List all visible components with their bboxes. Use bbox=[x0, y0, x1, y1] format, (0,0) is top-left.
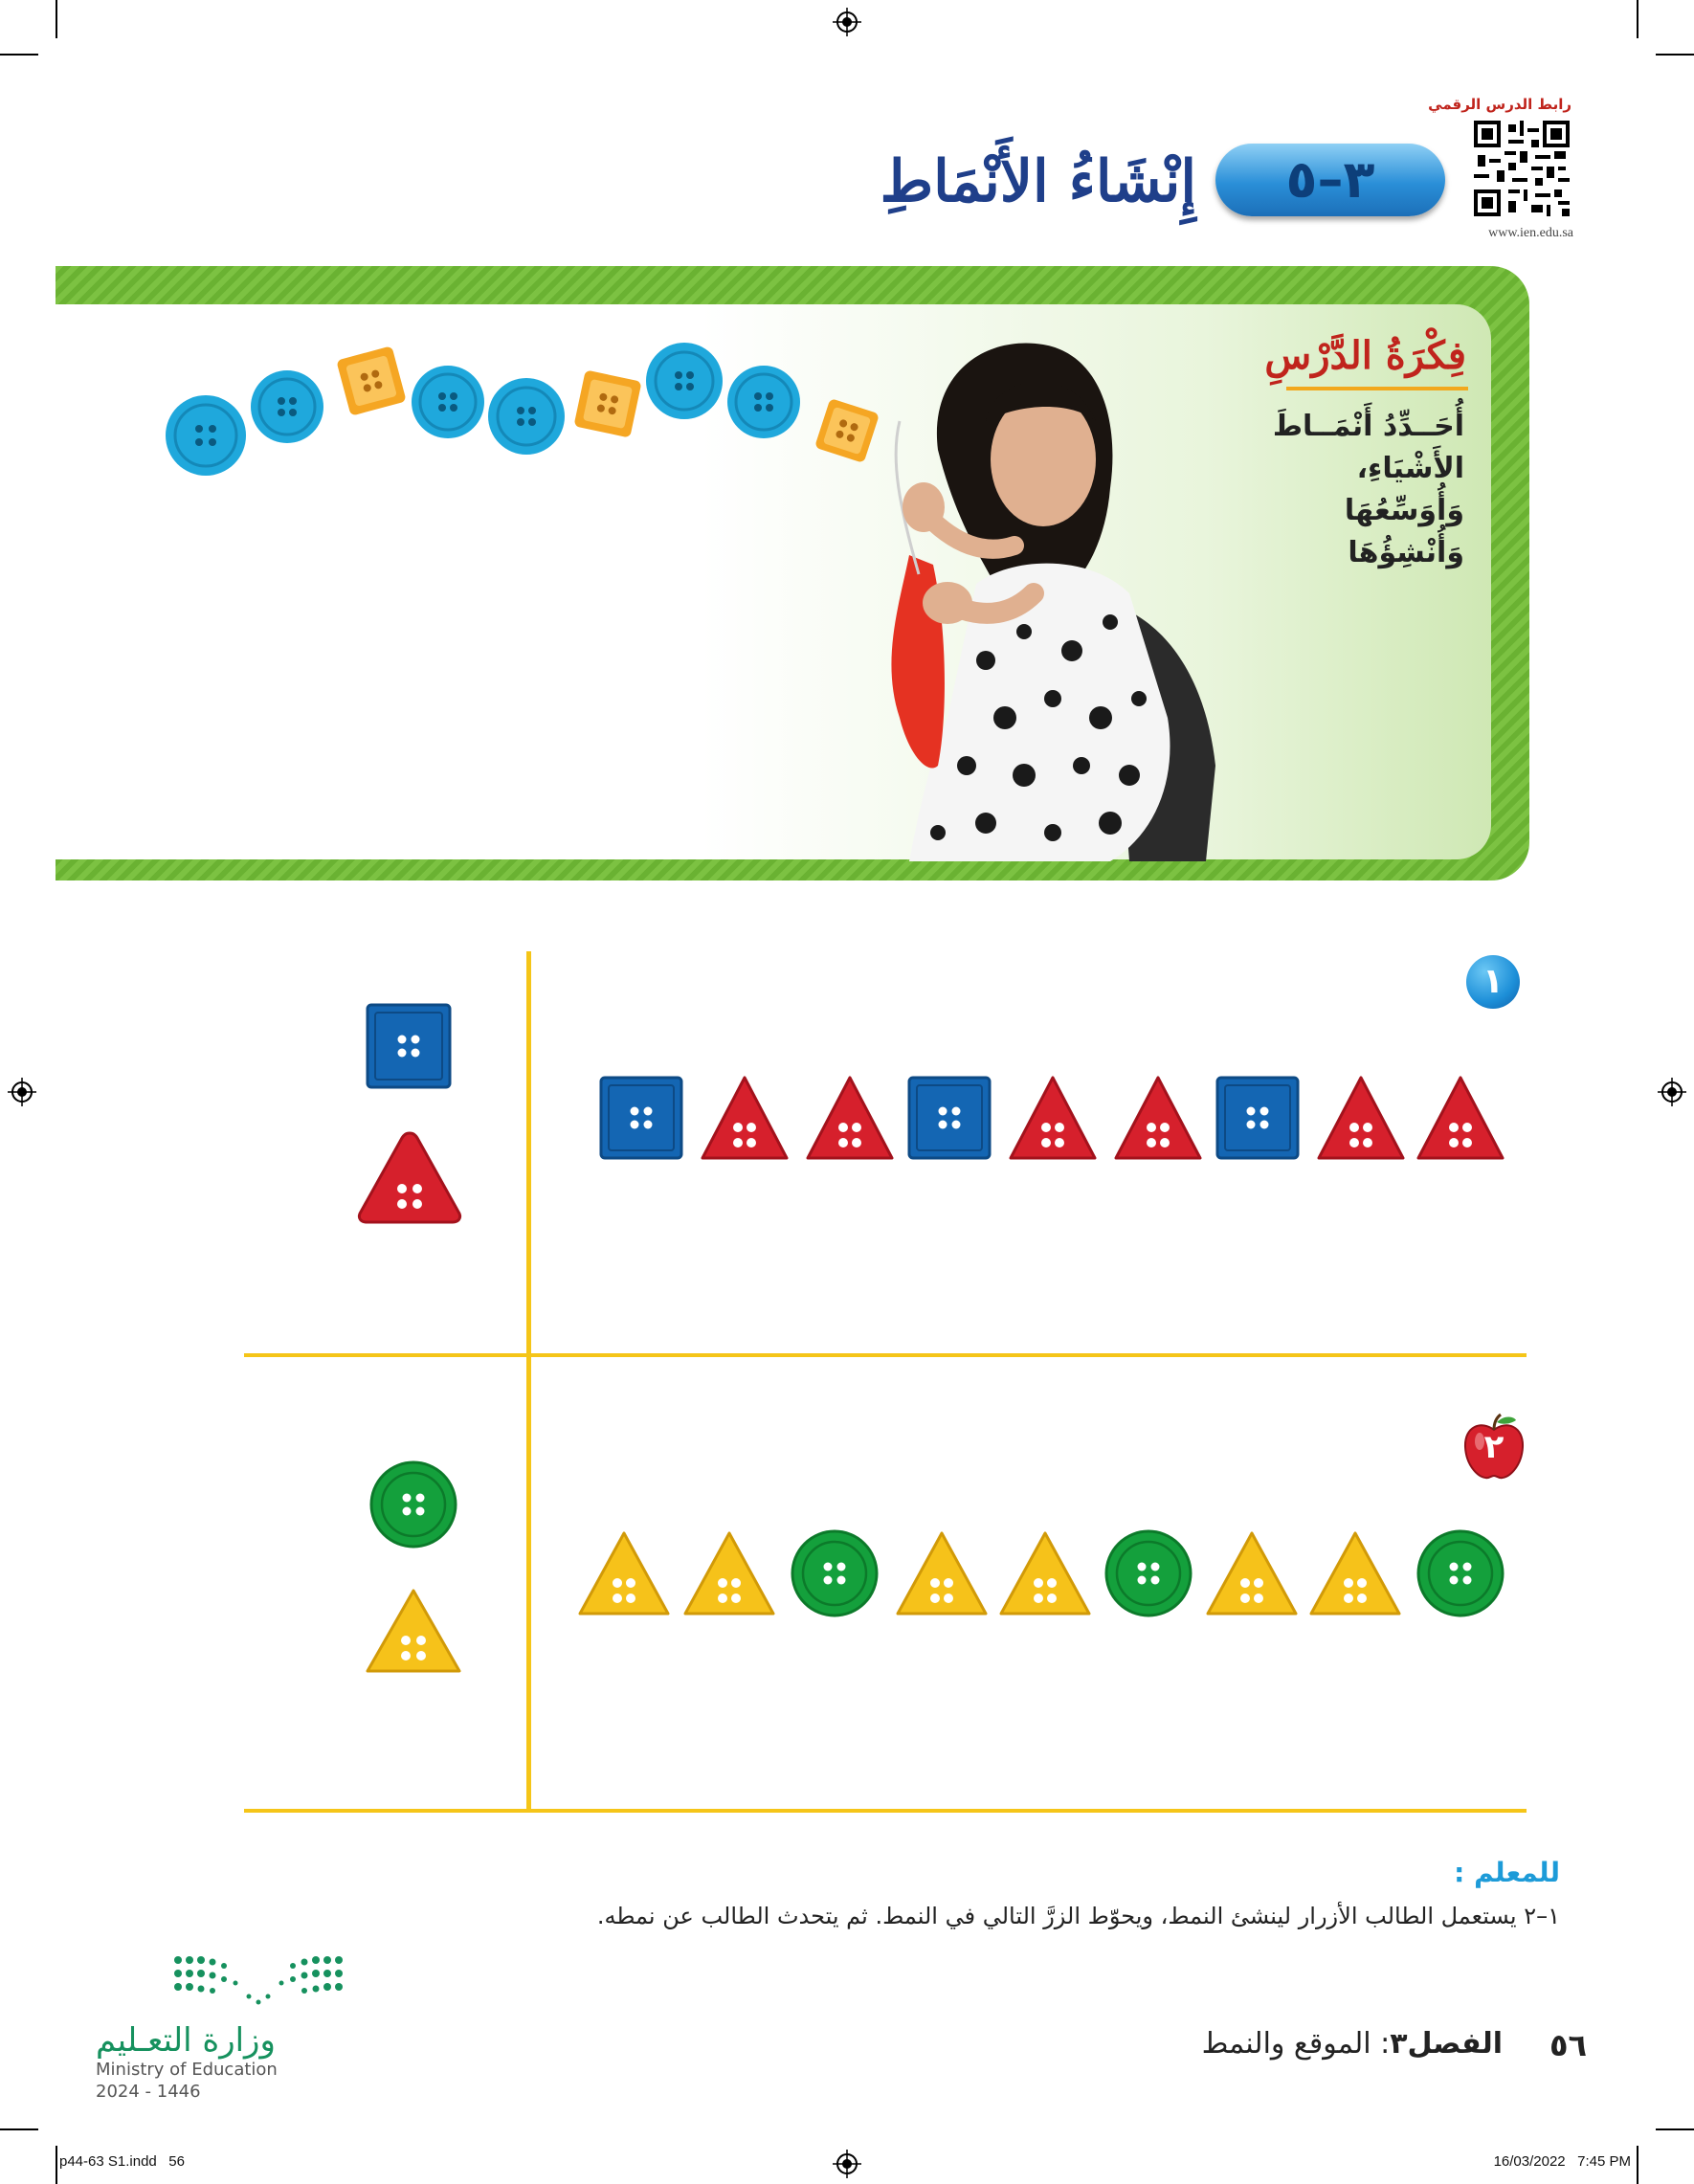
ministry-logo-icon bbox=[172, 1952, 345, 2010]
cyan-button-icon bbox=[488, 378, 565, 455]
green-round-button-icon bbox=[369, 1460, 457, 1549]
green-round-button-icon bbox=[1418, 1531, 1503, 1616]
red-triangle-button-icon bbox=[1011, 1078, 1095, 1158]
blue-square-button-icon bbox=[1217, 1078, 1298, 1158]
ministry-year: 2024 - 1446 bbox=[96, 2082, 201, 2102]
yellow-triangle-button-icon bbox=[1001, 1533, 1089, 1614]
qr-code-icon[interactable] bbox=[1474, 121, 1570, 216]
qr-url: www.ien.edu.sa bbox=[1488, 226, 1573, 240]
red-triangle-button-icon bbox=[356, 1129, 463, 1225]
red-triangle-button-icon bbox=[702, 1078, 787, 1158]
grid-horizontal-divider bbox=[244, 1809, 1527, 1813]
crop-mark bbox=[56, 2146, 57, 2184]
chapter-label bbox=[1202, 2027, 1503, 2061]
grid-horizontal-divider bbox=[244, 1353, 1527, 1357]
exercise-number: ١ bbox=[1482, 962, 1504, 1001]
crop-mark bbox=[0, 54, 38, 56]
crop-mark bbox=[1656, 54, 1694, 56]
registration-mark-icon bbox=[833, 2150, 861, 2178]
yellow-triangle-button-icon bbox=[898, 1533, 986, 1614]
orange-square-button-icon bbox=[336, 345, 406, 415]
teacher-note-text: ١–٢ يستعمل الطالب الأزرار لينشئ النمط، ويحوّط الزرَّ التالي في النمط. ثم يتحدث الطالب عن نمطه. bbox=[596, 1903, 1560, 1929]
slug-file-name: p44-63 S1.indd 56 bbox=[59, 2153, 185, 2170]
qr-label: رابط الدرس الرقمي bbox=[1428, 96, 1571, 113]
registration-mark-icon bbox=[8, 1078, 36, 1106]
lesson-idea-text: أُحَــدِّدُ أَنْمَــاطَ الأَشْيَاءِ، وَأُوَسِّعُهَا وَأُنْشِؤُهَا bbox=[1272, 410, 1464, 569]
exercise-number: ٢ bbox=[1483, 1428, 1505, 1466]
cyan-button-icon bbox=[166, 395, 246, 476]
chapter-number: الفصل٣ bbox=[1390, 2027, 1503, 2061]
blue-square-button-icon bbox=[909, 1078, 990, 1158]
grid-vertical-divider bbox=[526, 951, 531, 1813]
crop-mark bbox=[1637, 2146, 1638, 2184]
yellow-triangle-button-icon bbox=[1311, 1533, 1399, 1614]
girl-sewing-photo bbox=[766, 316, 1244, 861]
blue-square-button-icon bbox=[366, 1003, 452, 1089]
crop-mark bbox=[1637, 0, 1638, 38]
cyan-button-icon bbox=[646, 343, 723, 419]
green-round-button-icon bbox=[1106, 1531, 1191, 1616]
ministry-name-english: Ministry of Education bbox=[96, 2060, 278, 2080]
registration-mark-icon bbox=[833, 8, 861, 36]
registration-mark-icon bbox=[1658, 1078, 1686, 1106]
red-triangle-button-icon bbox=[1116, 1078, 1200, 1158]
chapter-title: : الموقع والنمط bbox=[1201, 2027, 1391, 2061]
pattern-row-1 bbox=[593, 1072, 1512, 1168]
ministry-name-arabic: وزارة التعـليم bbox=[96, 2021, 276, 2060]
cyan-button-icon bbox=[251, 370, 323, 443]
green-round-button-icon bbox=[792, 1531, 877, 1616]
yellow-triangle-button-icon bbox=[1208, 1533, 1296, 1614]
lesson-idea-title: فِكْرَةُ الدَّرْسِ bbox=[1264, 333, 1466, 378]
orange-square-button-icon bbox=[573, 369, 641, 437]
slug-date: 16/03/2022 7:45 PM bbox=[1493, 2153, 1631, 2170]
exercise-number-badge bbox=[1466, 955, 1520, 1009]
crop-mark bbox=[56, 0, 57, 38]
yellow-triangle-button-icon bbox=[364, 1587, 463, 1677]
pattern-row-2 bbox=[578, 1527, 1516, 1623]
page-number: ٥٦ bbox=[1549, 2027, 1587, 2063]
red-triangle-button-icon bbox=[808, 1078, 892, 1158]
crop-mark bbox=[0, 2128, 38, 2130]
red-triangle-button-icon bbox=[1319, 1078, 1403, 1158]
blue-square-button-icon bbox=[601, 1078, 681, 1158]
teacher-note-title: للمعلم : bbox=[1454, 1857, 1560, 1888]
yellow-triangle-button-icon bbox=[685, 1533, 773, 1614]
page-title: إِنْشَاءُ الأَنْمَاطِ bbox=[880, 148, 1196, 215]
lesson-number-badge: ٣–٥ bbox=[1215, 144, 1445, 216]
crop-mark bbox=[1656, 2128, 1694, 2130]
yellow-triangle-button-icon bbox=[580, 1533, 668, 1614]
red-triangle-button-icon bbox=[1418, 1078, 1503, 1158]
lesson-idea-underline bbox=[1286, 387, 1468, 390]
cyan-button-icon bbox=[412, 366, 484, 438]
